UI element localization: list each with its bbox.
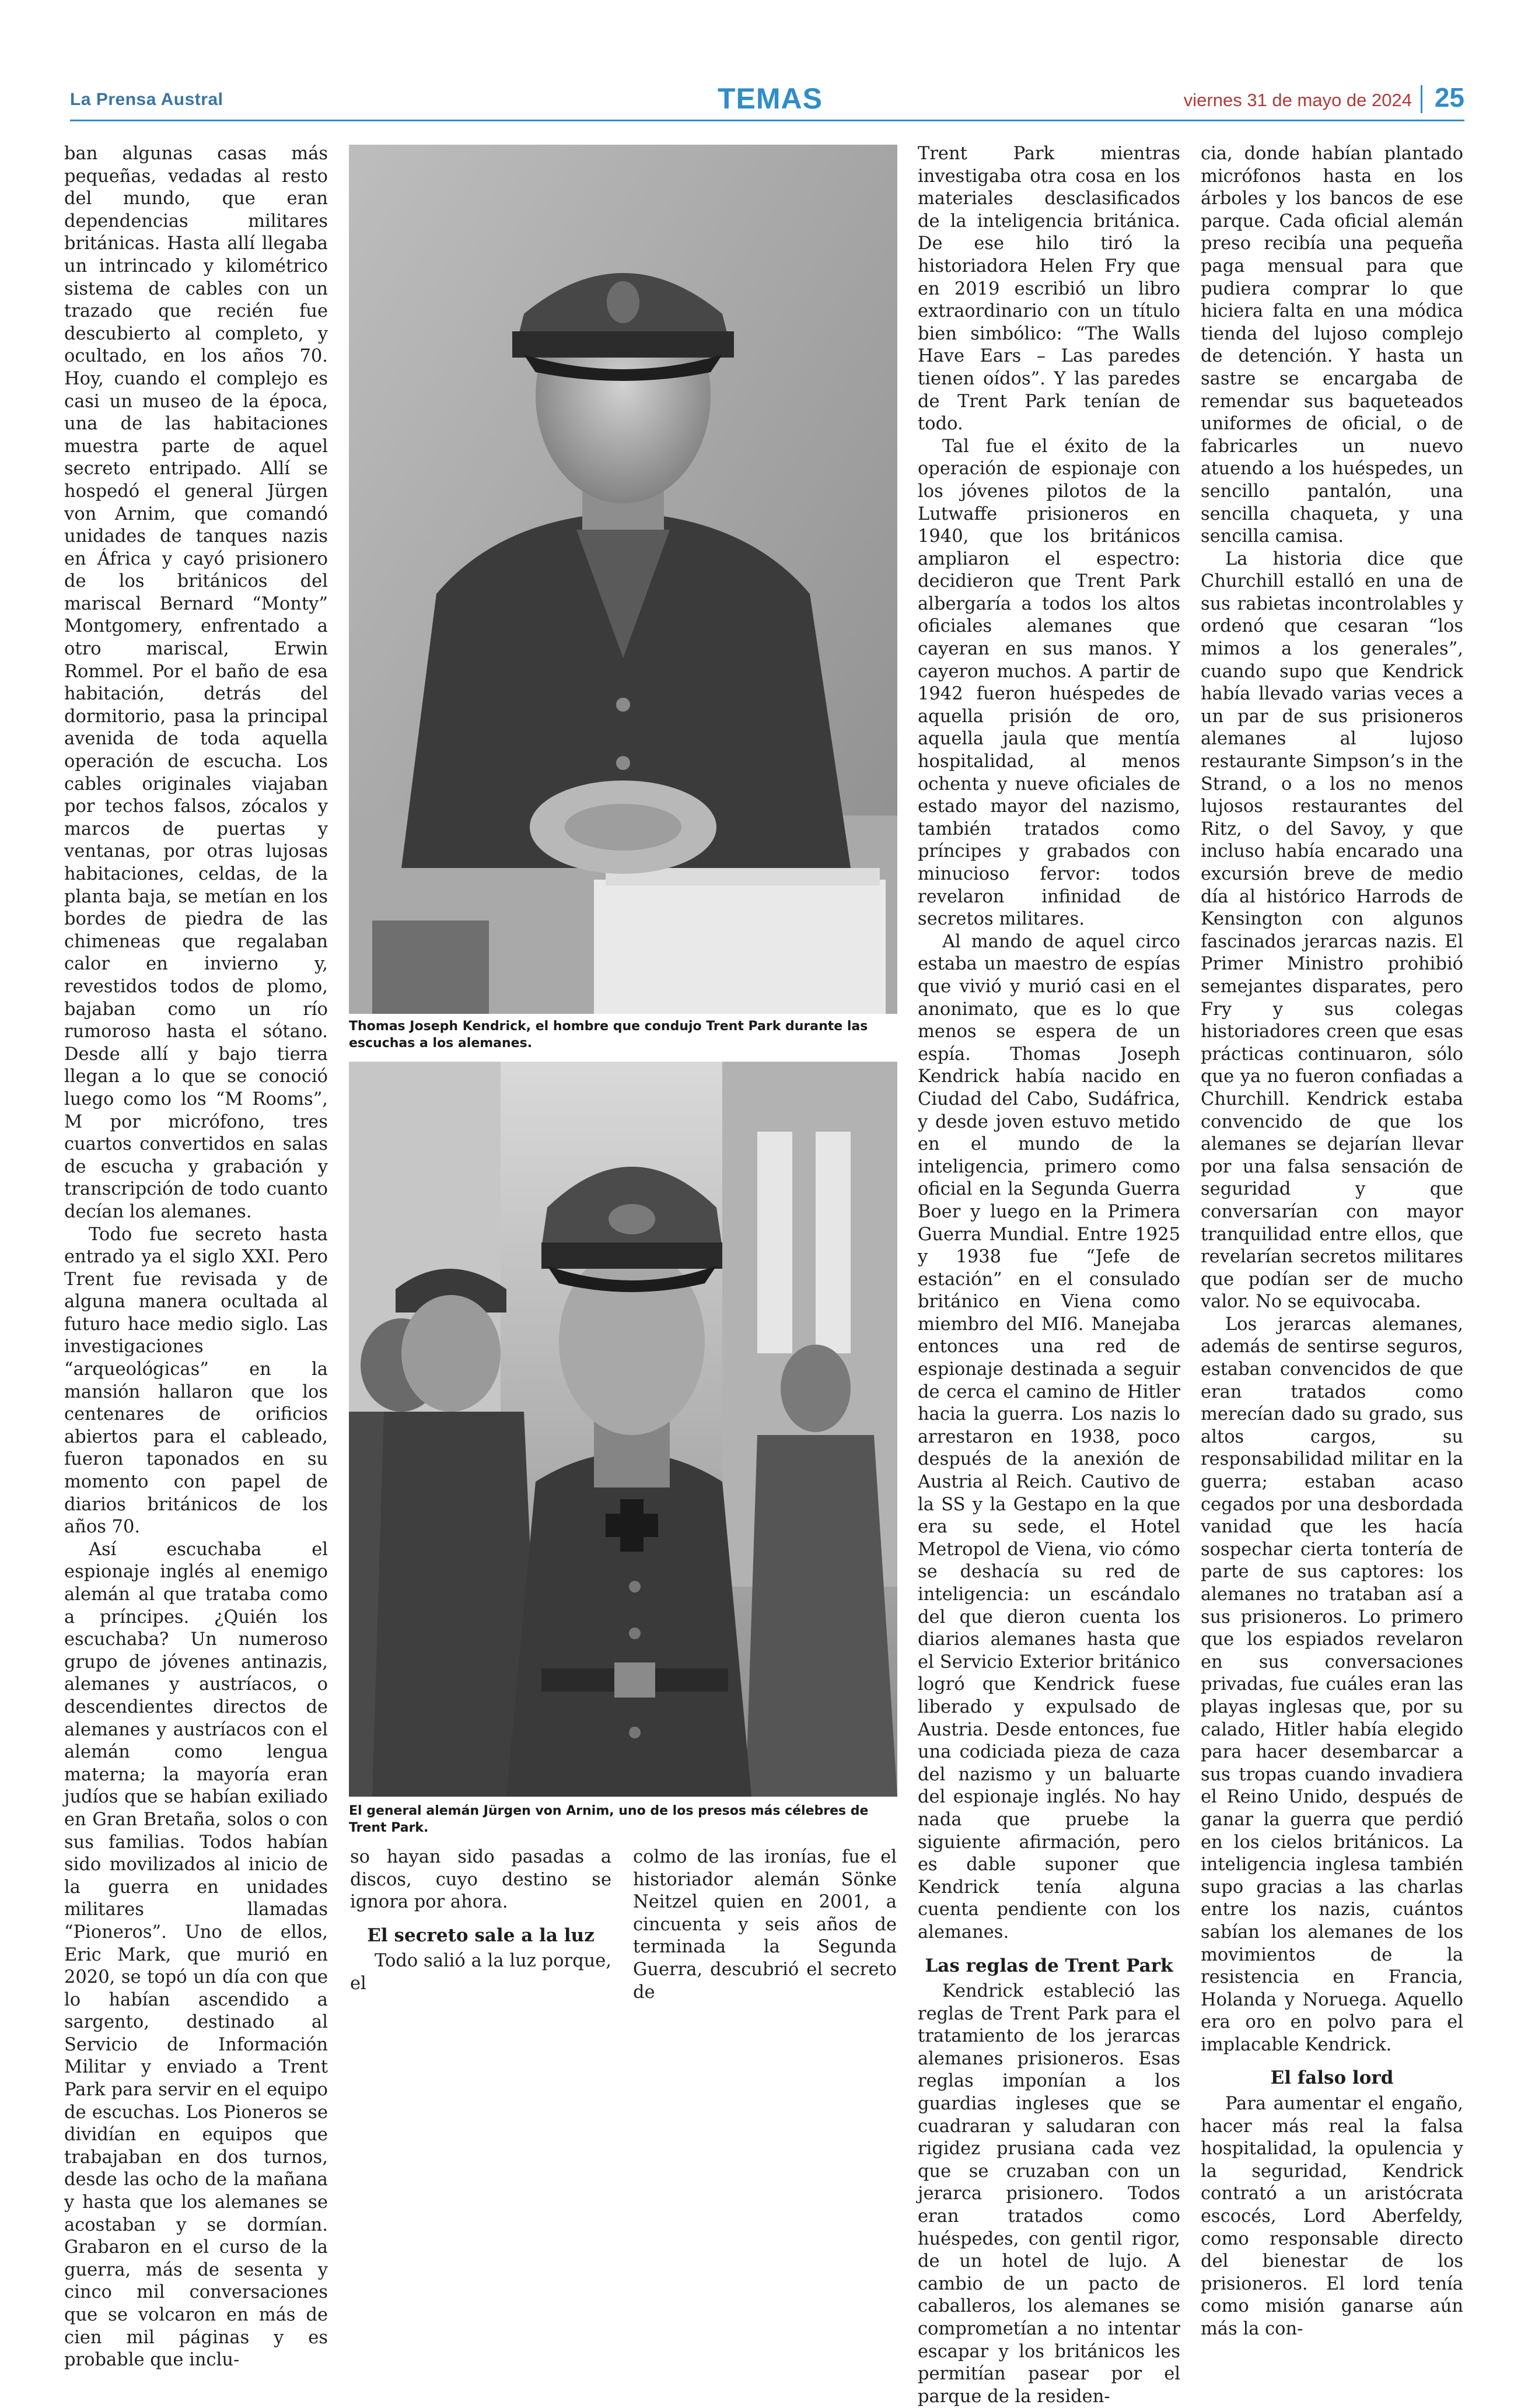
page-number: 25: [1434, 82, 1464, 113]
paragraph: Así escuchaba el espionaje inglés al enemigo alemán al que trataba como a príncipes. ¿Quién los escuchaba? Un numeroso grupo de jóvenes antinazis, alemanes y austríacos, o descendientes directos de alemanes y austríacos con el alemán como lengua materna; la mayoría eran judíos que se habían exiliado en Gran Bretaña, solos o con sus familias. Todos habían sido movilizados al inicio de la guerra en unidades militares llamadas “Pioneros”. Uno de ellos, Eric Mark, que murió en 2020, se topó un día con que lo habían ascendido a sargento, destinado al Servicio de Información Militar y enviado a Trent Park para servir en el equipo de escuchas. Los Pioneros se dividían en equipos que trabajaban en dos turnos, desde las ocho de la mañana y hasta que los alemanes se acostaban y se dormían. Grabaron en el curso de la guerra, más de sesenta y cinco mil conversaciones que se volcaron en más de cien mil páginas y es probable que inclu-: [64, 1539, 328, 2371]
paragraph: Para aumentar el engaño, hacer más real la falsa hospitalidad, la opulencia y la seguridad, Kendrick contrató a un aristócrata escocés, Lord Aberfeldy, como responsable directo del bienestar de los prisioneros. El lord tenía como misión ganarse aún más la con-: [1201, 2094, 1463, 2339]
paragraph: ban algunas casas más pequeñas, vedadas al resto del mundo, que eran dependencias militares británicas. Hasta allí llegaba un intrincado y kilométrico sistema de cables con un trazado que recién fue descubierto al completo, y ocultado, en los años 70. Hoy, cuando el complejo es casi un museo de la época, una de las habitaciones muestra parte de aquel secreto entripado. Allí se hospedó el general Jürgen von Arnim, que comandó unidades de tanques nazis en África y cayó prisionero de los británicos del mariscal Bernard “Monty” Montgomery, enfrentado a otro mariscal, Erwin Rommel. Por el baño de esa habitación, detrás del dormitorio, pasa la principal avenida de toda aquella operación de escucha. Los cables originales viajaban por techos falsos, zócalos y marcos de puertas y ventanas, por otras lujosas habitaciones, celdas, de la planta baja, se metían en los bordes de piedra de las chimeneas que regalaban calor en invierno y, revestidos todos de plomo, bajaban como un río rumoroso hasta el sótano. Desde allí y bajo tierra llegan a lo que se conoció luego como los “M Rooms”, M por micrófono, tres cuartos convertidos en salas de escucha y grabación y transcripción de todo cuanto decían los alemanes.: [64, 144, 328, 1222]
subheading-falso-lord: El falso lord: [1270, 2067, 1394, 2089]
paragraph: Trent Park mientras investigaba otra cosa en los materiales desclasificados de la inteligencia británica. De ese hilo tiró la historiadora Helen Fry que en 2019 escribió un libro extraordinario con un título bien simbólico: “The Walls Have Ears – Las paredes tienen oídos”. Y las paredes de Trent Park tenían de todo.: [918, 144, 1180, 435]
paragraph: colmo de las ironías, fue el historiador alemán Sönke Neitzel quien en 2001, a cincuenta y seis años de terminada la Segunda Guerra, descubrió el secreto de: [633, 1847, 897, 2003]
subheading-secreto: El secreto sale a la luz: [367, 1924, 595, 1946]
paragraph: Los jerarcas alemanes, además de sentirse seguros, estaban convencidos de que eran tratados como merecían dado su grado, sus altos cargos, su responsabilidad militar en la guerra; estaban acaso cegados por una desbordada vanidad que les hacía sospechar cierta tontería de parte de sus captores: los alemanes no trataban así a sus prisioneros. Lo primero que los espiados revelaron en sus conversaciones privadas, fue cuáles eran las playas inglesas que, por su calado, Hitler había elegido para hacer desembarcar a sus tropas cuando invadiera el Reino Unido, después de ganar la guerra que perdió en los cielos británicos. La inteligencia inglesa también supo gracias a las charlas entre los nazis, cuántos sabían los alemanes de los movimientos de la resistencia en Francia, Holanda y Noruega. Aquello era oro en polvo para el implacable Kendrick.: [1201, 1314, 1463, 2055]
paragraph: Todo fue secreto hasta entrado ya el siglo XXI. Pero Trent fue revisada y de alguna manera ocultada al futuro hace medio siglo. Las investigaciones “arqueológicas” en la mansión hallaron que los centenares de orificios abiertos para el cableado, fueron taponados en su momento con papel de diarios británicos de los años 70.: [64, 1224, 328, 1538]
paragraph: Tal fue el éxito de la operación de espionaje con los jóvenes pilotos de la Lutwaffe prisioneros en 1940, que los británicos ampliaron el espectro: decidieron que Trent Park albergaría a todos los altos oficiales alemanes que cayeran en sus manos. Y cayeron muchos. A partir de 1942 fueron huéspedes de aquella prisión de oro, aquella jaula que mentía hospitalidad, al menos ochenta y nueve oficiales de estado mayor del nazismo, también tratados como príncipes y grabados con minucioso fervor: todos revelaron infinidad de secretos militares.: [918, 436, 1180, 930]
article-column-4: [350, 1846, 611, 1996]
subheading-reglas: Las reglas de Trent Park: [925, 1955, 1173, 1976]
photo-caption-2: El general alemán Jürgen von Arnim, uno de los presos más célebres de Trent Park.: [349, 1804, 869, 1835]
article-column-1: [64, 143, 328, 2372]
paragraph: cia, donde habían plantado micrófonos hasta en los árboles y los bancos de ese parque. Cada oficial alemán preso recibía una pequeña paga mensual para que pudiera comprar lo que hiciera falta en una módica tienda del lujoso complejo de detención. Y hasta un sastre se encargaba de remendar sus baqueteados uniformes de oficial, o de fabricarles un nuevo atuendo a los huéspedes, un sencillo pantalón, una sencilla chaqueta, y una sencilla camisa.: [1201, 144, 1463, 547]
issue-date: viernes 31 de mayo de 2024: [1183, 90, 1412, 110]
newspaper-brand: La Prensa Austral: [70, 90, 223, 109]
page-header: [70, 82, 1464, 117]
kendrick-photo: [349, 145, 897, 1014]
paragraph: Todo salió a la luz porque, el: [350, 1951, 611, 1994]
paragraph: La historia dice que Churchill estalló en una de sus rabietas incontrolables y ordenó que cesaran “los mimos a los generales”, cuando supo que Kendrick había llevado varias veces a un par de sus prisioneros alemanes al lujoso restaurante Simpson’s in the Strand, o a los no menos lujosos restaurantes del Ritz, o del Savoy, y que incluso había encarado una excursión breve de medio día al histórico Harrods de Kensington con algunos fascinados jerarcas nazis. El Primer Ministro prohibió semejantes disparates, pero Fry y sus colegas historiadores creen que esas prácticas continuaron, sólo que ya no fueron confiadas a Churchill. Kendrick estaba convencido de que los alemanes se dejarían llevar por una falsa sensación de seguridad y que conversarían con mayor tranquilidad entre ellos, que revelarían secretos militares que podían ser de mucho valor. No se equivocaba.: [1201, 548, 1463, 1312]
paragraph: Kendrick estableció las reglas de Trent Park para el tratamiento de los jerarcas alemanes prisioneros. Esas reglas imponían a los guardias ingleses que se cuadraran y saludaran con rigidez prusiana cada vez que se cruzaban con un jerarca prisionero. Todos eran tratados como huéspedes, con gentil rigor, de un hotel de lujo. A cambio de un pacto de caballeros, los alemanes se comprometían a no intentar escapar y los británicos les permitían pasear por el parque de la residen-: [918, 1981, 1180, 2407]
page-number-divider: [1421, 85, 1422, 113]
von-arnim-photo: [349, 1062, 897, 1797]
photo-caption-1: Thomas Joseph Kendrick, el hombre que condujo Trent Park durante las escuchas a los alemanes.: [349, 1019, 868, 1051]
header-rule: [70, 120, 1464, 121]
paragraph: Al mando de aquel circo estaba un maestro de espías que vivió y murió casi en el anonimato, que es lo que menos se espera de un espía. Thomas Joseph Kendrick había nacido en Ciudad del Cabo, Sudáfrica, y desde joven estuvo metido en el mundo de la inteligencia, primero como oficial en la Segunda Guerra Boer y luego en la Primera Guerra Mundial. Entre 1925 y 1938 fue “Jefe de estación” en el consulado británico en Viena como miembro del MI6. Manejaba entonces una red de espionaje destinada a seguir de cerca el camino de Hitler hacia la guerra. Los nazis lo arrestaron en 1938, poco después de la anexión de Austria al Reich. Cautivo de la SS y la Gestapo en la que era su sede, el Hotel Metropol de Viena, vio cómo se deshacía su red de inteligencia: un escándalo del que dieron cuenta los diarios alemanes hasta que el Servicio Exterior británico logró que Kendrick fuese liberado y expulsado de Austria. Desde entonces, fue una codiciada pieza de caza del nazismo y un baluarte del espionaje inglés. No hay nada que pruebe la siguiente afirmación, pero es dable suponer que Kendrick tenía alguna cuenta pendiente con los alemanes.: [918, 931, 1180, 1943]
section-title: TEMAS: [718, 82, 823, 115]
article-column-3: [1201, 143, 1463, 2341]
paragraph: so hayan sido pasadas a discos, cuyo destino se ignora por ahora.: [350, 1847, 611, 1913]
article-column-2: [918, 143, 1180, 2408]
article-column-5: [633, 1846, 897, 2004]
